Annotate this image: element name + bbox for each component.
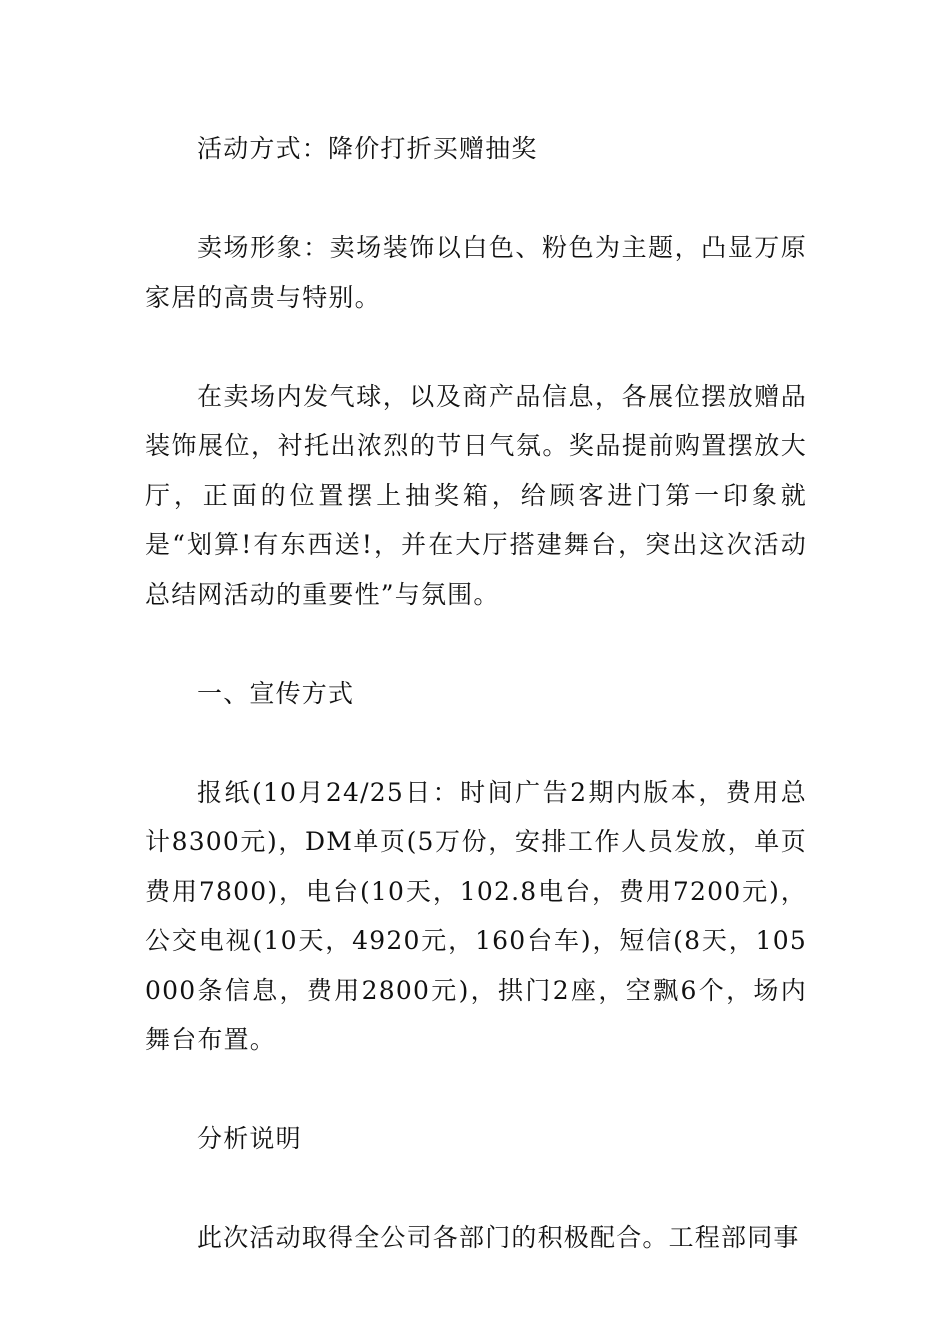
document-body xyxy=(145,124,807,1312)
paragraph-analysis: 此次活动取得全公司各部门的积极配合。工程部同事 xyxy=(197,1223,800,1252)
paragraph-store-decoration: 在卖场内发气球，以及商产品信息，各展位摆放赠品装饰展位，衬托出浓烈的节日气氛。奖品提前购置摆放大厅，正面的位置摆上抽奖箱，给顾客进门第一印象就是“划算!有东西送!，并在大厅搭建舞台，突出这次活动总结网活动的重要性”与氛围。 xyxy=(145,381,807,609)
section-heading-promotion: 一、宣传方式 xyxy=(197,678,355,708)
paragraph-store-image: 卖场形象：卖场装饰以白色、粉色为主题，凸显万原家居的高贵与特别。 xyxy=(145,233,807,312)
paragraph-promotion-details: 报纸(10月24/25日：时间广告2期内版本，费用总计8300元)，DM单页(5万份，安排工作人员发放，单页费用7800)，电台(10天，102.8电台，费用7200元)，公交电视(10天，4920元，160台车)，短信(8天，105000条信息，费用2800元)，拱门2座，空飘6个，场内舞台布置。 xyxy=(145,777,807,1054)
section-heading-analysis: 分析说明 xyxy=(197,1124,302,1153)
paragraph-activity-method: 活动方式：降价打折买赠抽奖 xyxy=(197,134,538,163)
